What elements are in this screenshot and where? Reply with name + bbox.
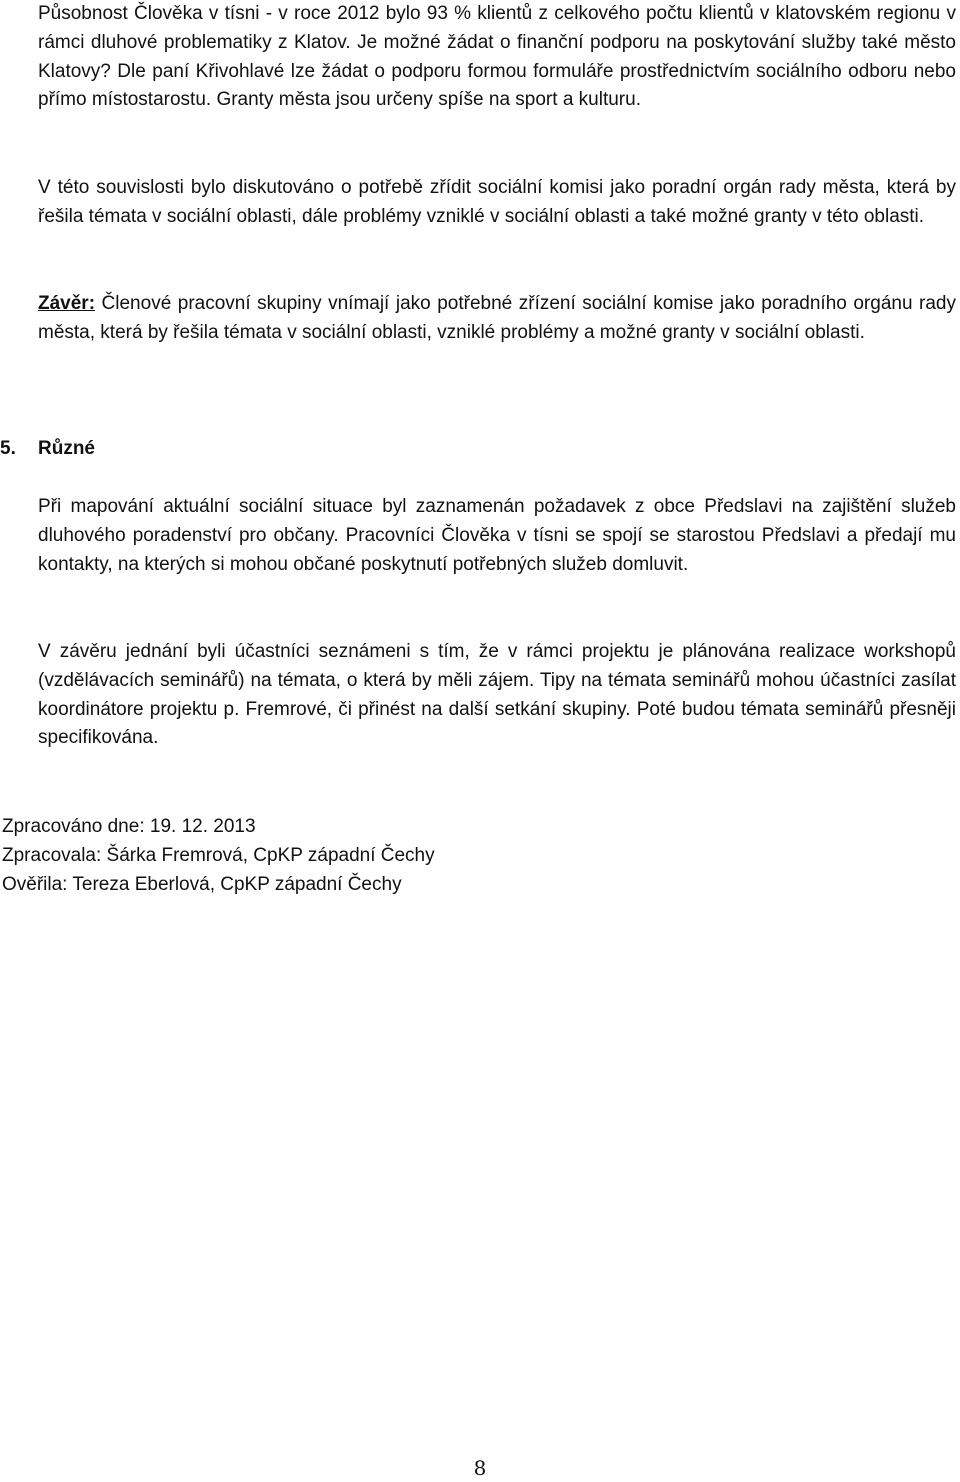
page-number: 8 [473, 1456, 487, 1480]
prepared-by: Zpracovala: Šárka Fremrová, CpKP západní Čechy [2, 845, 435, 866]
paragraph-social-commission: V této souvislosti bylo diskutováno o potřebě zřídit sociální komisi jako poradní orgán rady města, která by řešila témata v sociální oblasti, dále problémy vzniklé v sociální oblasti a také možné granty v této oblasti. [38, 177, 956, 227]
processed-date: Zpracováno dne: 19. 12. 2013 [2, 816, 256, 837]
paragraph-workshops: V závěru jednání byli účastníci seznámeni s tím, že v rámci projektu je plánována realizace workshopů (vzdělávacích seminářů) na témata, o která by měli zájem. Tipy na témata seminářů mohou účastníci zasílat koordinátore projektu p. Fremrové, či přinést na další setkání skupiny. Poté budou témata seminářů přesněji specifikována. [38, 641, 956, 749]
conclusion-text: Členové pracovní skupiny vnímají jako potřebné zřízení sociální komise jako poradního orgánu rady města, která by řešila témata v sociální oblasti, vzniklé problémy a možné granty v sociální oblasti. [38, 293, 956, 343]
section-number: 5. [0, 438, 16, 459]
paragraph-clovek-v-tisni: Působnost Člověka v tísni - v roce 2012 bylo 93 % klientů z celkového počtu klientů v klatovském regionu v rámci dluhové problematiky z Klatov. Je možné žádat o finanční podporu na poskytování služby také město Klatovy? Dle paní Křivohlavé lze žádat o podporu formou formuláře prostřednictvím sociálního odboru nebo přímo místostarostu. Granty města jsou určeny spíše na sport a kulturu. [38, 3, 956, 111]
paragraph-conclusion [38, 290, 956, 348]
section-heading [0, 435, 95, 464]
conclusion-label: Závěr: [38, 293, 96, 314]
verified-by: Ověřila: Tereza Eberlová, CpKP západní Čechy [2, 874, 402, 895]
section-title: Různé [38, 438, 95, 459]
paragraph-predslav: Při mapování aktuální sociální situace byl zaznamenán požadavek z obce Předslavi na zajištění služeb dluhového poradenství pro občany. Pracovníci Člověka v tísni se spojí se starostou Předslavi a předají mu kontakty, na kterých si mohou občané poskytnutí potřebných služeb domluvit. [38, 496, 956, 575]
